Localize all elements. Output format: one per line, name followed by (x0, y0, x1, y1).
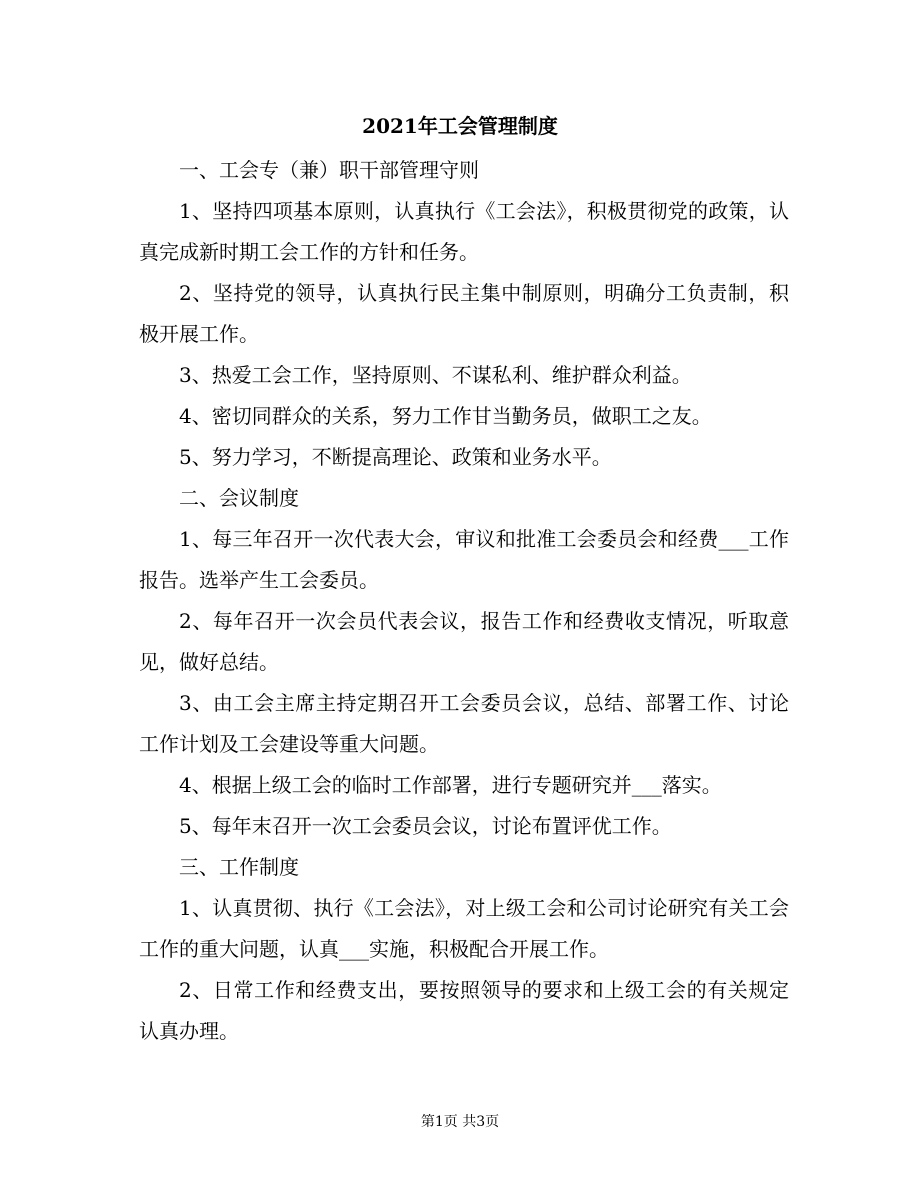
section-heading: 二、会议制度 (179, 486, 299, 510)
paragraph: 4、根据上级工会的临时工作部署，进行专题研究并___落实。 (179, 773, 722, 797)
document-body (139, 150, 789, 1052)
paragraph: 1、认真贯彻、执行《工会法》，对上级工会和公司讨论研究有关工会工作的重大问题，认真___实施，积极配合开展工作。 (139, 896, 789, 961)
paragraph: 1、坚持四项基本原则，认真执行《工会法》，积极贯彻党的政策，认真完成新时期工会工作的方针和任务。 (139, 199, 789, 264)
page-number-footer: 第1页 共3页 (420, 1114, 500, 1130)
paragraph: 5、每年末召开一次工会委员会议，讨论布置评优工作。 (179, 814, 672, 838)
document-title: 2021年工会管理制度 (362, 114, 558, 138)
paragraph: 2、日常工作和经费支出，要按照领导的要求和上级工会的有关规定认真办理。 (139, 978, 789, 1043)
section-heading: 一、工会专（兼）职干部管理守则 (179, 158, 479, 182)
paragraph: 5、努力学习，不断提高理论、政策和业务水平。 (179, 445, 612, 469)
paragraph: 3、由工会主席主持定期召开工会委员会议，总结、部署工作、讨论工作计划及工会建设等重大问题。 (139, 691, 789, 756)
paragraph: 1、每三年召开一次代表大会，审议和批准工会委员会和经费___工作报告。选举产生工会委员。 (139, 527, 789, 592)
paragraph: 4、密切同群众的关系，努力工作甘当勤务员，做职工之友。 (179, 404, 712, 428)
paragraph: 2、每年召开一次会员代表会议，报告工作和经费收支情况，听取意见，做好总结。 (139, 609, 789, 674)
section-heading: 三、工作制度 (179, 855, 299, 879)
paragraph: 3、热爱工会工作，坚持原则、不谋私利、维护群众利益。 (179, 363, 692, 387)
paragraph: 2、坚持党的领导，认真执行民主集中制原则，明确分工负责制，积极开展工作。 (139, 281, 789, 346)
